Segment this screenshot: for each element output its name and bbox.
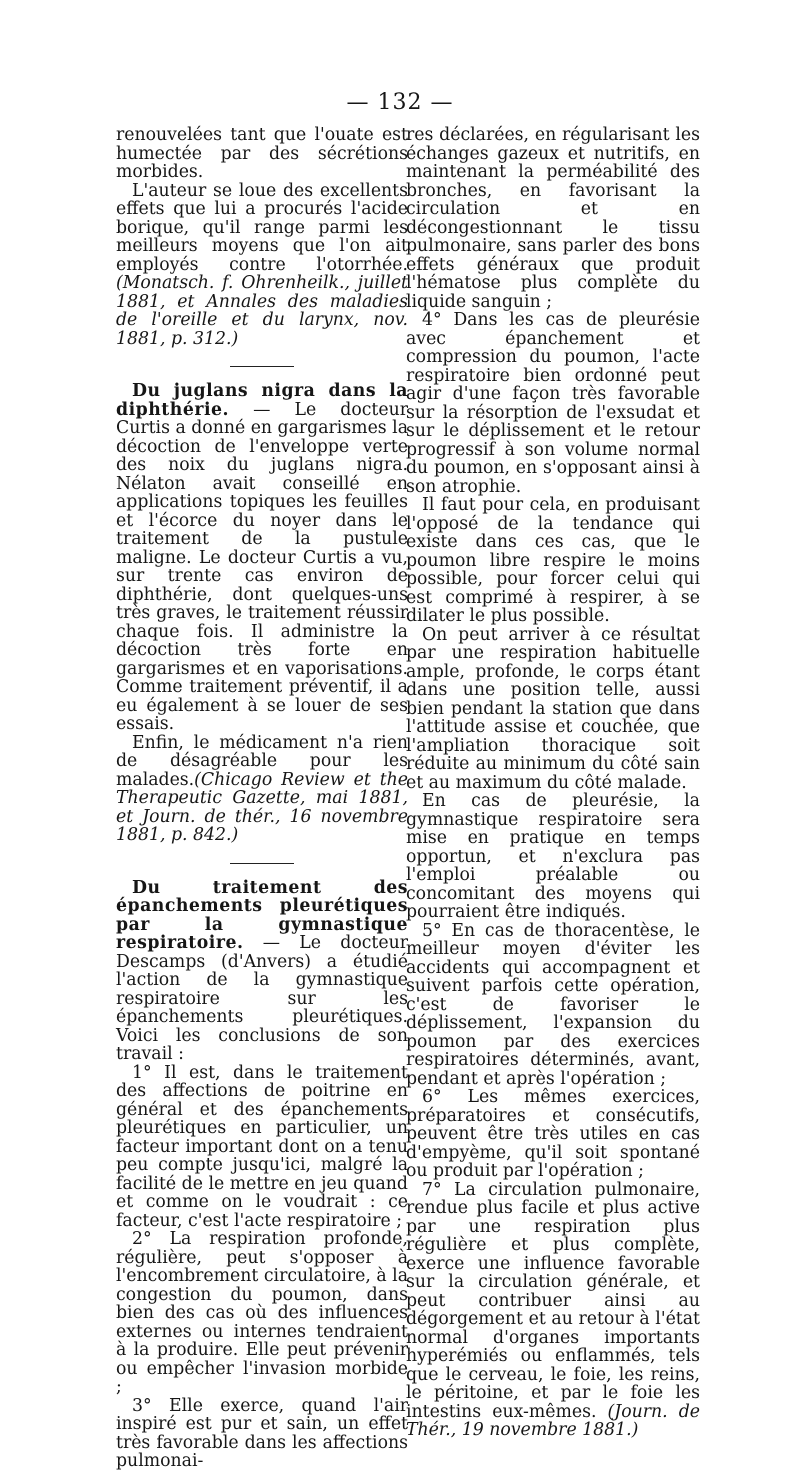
page-number: — 132 — bbox=[346, 90, 454, 115]
conclusion-5: 5° En cas de thoracentèse, le meilleur moyen d'éviter les accidents qui accompagnent et suivent parfois cette opération, c'est de favoriser le déplissement, l'expansion du poumon par des exercices respiratoires déterminés, avant, pendant et après l'opération ; bbox=[406, 920, 700, 1089]
gymnastics-paragraph bbox=[116, 879, 408, 1064]
conclusion-7 bbox=[406, 1181, 700, 1440]
juglans-reference: (Chicago Review et the Therapeutic Gazette, mai 1881, et Journ. de thér., 16 novembre 1881, p. 842.) bbox=[116, 769, 408, 845]
juglans-conclusion bbox=[116, 734, 408, 845]
juglans-body: — Le docteur Curtis a donné en gargarismes la décoction de l'enveloppe verte des noix du juglans nigra. Nélaton avait conseillé en applications topiques les feuilles et l'écorce du noyer dans le traitement de la pustule maligne. Le docteur Curtis a vu, sur trente cas environ de diphthérie, dont quelques-uns très graves, le traitement réussir chaque fois. Il administre la décoction très forte en gargarismes et en vaporisations. Comme traitement préventif, il a eu également à se louer de ses essais. bbox=[116, 399, 408, 734]
juglans-title: Du juglans nigra dans la diphthérie. bbox=[116, 381, 408, 420]
left-column bbox=[116, 126, 408, 1471]
paragraph-on-peut: On peut arriver à ce résultat par une respiration habituelle ample, profonde, le corps étant dans une position telle, aussi bien pendant la station que dans l'attitude assise et couchée, que l'ampliation thoracique soit réduite au minimum du côté sain et au maximum du côté malade. bbox=[406, 624, 700, 793]
gymnastics-intro: — Le docteur Descamps (d'Anvers) a étudié l'action de la gymnastique respiratoire sur les épanchements pleurétiques. Voici les conclusions de son travail : bbox=[116, 933, 408, 1064]
section-divider bbox=[230, 366, 294, 367]
boric-acid-paragraph bbox=[116, 182, 408, 349]
boric-acid-reference: (Monatsch. f. Ohrenheilk., juillet 1881, et Annales des maladies de l'oreille et du larynx, nov. 1881, p. 312.) bbox=[116, 273, 408, 349]
section-divider bbox=[230, 863, 294, 864]
juglans-paragraph bbox=[116, 382, 408, 734]
juglans-conclusion-text: Enfin, le médicament n'a rien de désagréable pour les malades. bbox=[116, 732, 408, 790]
boric-acid-text: L'auteur se loue des excellents effets que lui a procurés l'acide borique, qu'il range parmi les meilleurs moyens que l'on ait employés contre l'otorrhée. bbox=[116, 180, 408, 275]
conclusion-7-text: 7° La circulation pulmonaire, rendue plus facile et plus active par une respiration plus régulière et plus complète, exerce une influence favorable sur la circulation générale, et peut contribuer ainsi au dégorgement et au retour à l'état normal d'organes importants hyperémiés ou enflammés, tels que le cerveau, le foie, les reins, le péritoine, et par le foie les intestins eux-mêmes. bbox=[406, 1179, 700, 1422]
intro-continuation: renouvelées tant que l'ouate est humectée par des sécrétions morbides. bbox=[116, 125, 408, 182]
conclusion-3-end: res déclarées, en régularisant les échanges gazeux et nutritifs, en maintenant la perméabilité des bronches, en favorisant la circulation et en décongestionnant le tissu pulmonaire, sans parler des bons effets généraux que produit l'hématose plus complète du liquide sanguin ; bbox=[406, 125, 700, 312]
conclusion-7-reference: (Journ. de Thér., 19 novembre 1881.) bbox=[406, 1401, 700, 1440]
gymnastics-title: Du traitement des épanchements pleurétiques par la gymnastique respiratoire. bbox=[116, 877, 408, 953]
conclusion-3-start: 3° Elle exerce, quand l'air inspiré est pur et sain, un effet très favorable dans les affections pulmonai- bbox=[116, 1395, 408, 1471]
right-column bbox=[406, 126, 700, 1440]
conclusion-2: 2° La respiration profonde, régulière, peut s'opposer à l'encombrement circulatoire, à la congestion du poumon, dans bien des cas où des influences externes ou internes tendraient à la produire. Elle peut prévenir ou empêcher l'invasion morbide ; bbox=[116, 1229, 408, 1397]
conclusion-1: 1° Il est, dans le traitement des affections de poitrine en général et des épanchements pleurétiques en particulier, un facteur important dont on a tenu peu compte jusqu'ici, malgré la facilité de le mettre en jeu quand et comme on le voudrait : ce facteur, c'est l'acte respiratoire ; bbox=[116, 1062, 408, 1231]
paragraph-pleuresie: En cas de pleurésie, la gymnastique respiratoire sera mise en pratique en temps opportun, et n'exclura pas l'emploi préalable ou concomitant des moyens qui pourraient être indiqués. bbox=[406, 791, 700, 922]
conclusion-4: 4° Dans les cas de pleurésie avec épanchement et compression du poumon, l'acte respiratoire bien ordonné peut agir d'une façon très favorable sur la résorption de l'exsudat et sur le déplissement et le retour progressif à son volume normal du poumon, en s'opposant ainsi à son atrophie. bbox=[406, 310, 700, 497]
paragraph-il-faut: Il faut pour cela, en produisant l'opposé de la tendance qui existe dans ces cas, que le poumon libre respire le moins possible, pour forcer celui qui est comprimé à respirer, à se dilater le plus possible. bbox=[406, 495, 700, 626]
conclusion-6: 6° Les mêmes exercices, préparatoires et consécutifs, peuvent être très utiles en cas d'empyème, qu'il soit spontané ou produit par l'opération ; bbox=[406, 1087, 700, 1181]
